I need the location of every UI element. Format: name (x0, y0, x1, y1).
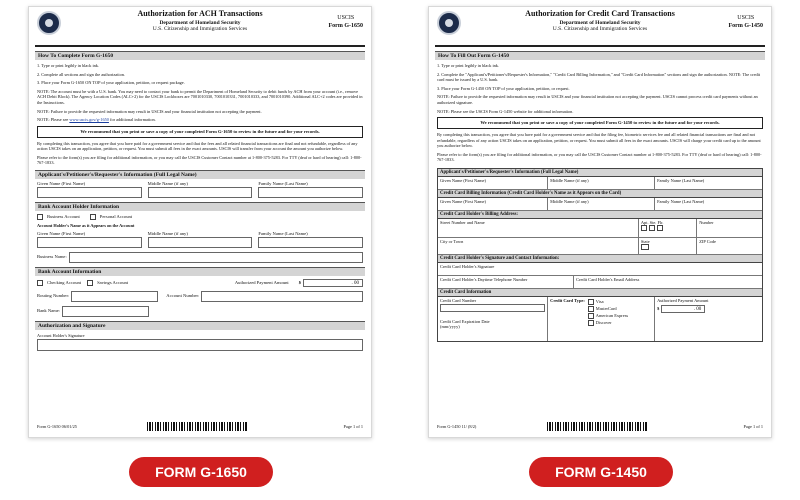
section-billing: Credit Card Billing Information (Credit Card Holder's Name as it Appears on the Card) (438, 190, 762, 198)
checking-label: Checking Account (47, 280, 82, 286)
payment-amount-label: Authorized Payment Amount (657, 297, 709, 303)
form-footer (437, 422, 763, 432)
agency-name: U.S. Citizenship and Immigration Services (552, 26, 648, 32)
business-account-label: Business Account (47, 214, 80, 220)
family-name-input[interactable] (258, 187, 363, 198)
form-agency: USCIS (337, 15, 355, 21)
given-name-input[interactable]: Given Name (First Name) (438, 177, 548, 189)
dollar-sign: $ (298, 280, 301, 286)
form-title: Authorization for Credit Card Transactions (525, 9, 675, 18)
card-number-label: Credit Card Number (440, 297, 477, 303)
bank-name-label: Bank Name: (37, 308, 61, 314)
city-input[interactable]: City or Town (438, 238, 639, 254)
form-number: Form G-1450 (728, 23, 763, 29)
account-number-input[interactable] (201, 291, 363, 302)
form-agency: USCIS (737, 15, 755, 21)
department-name: Department of Homeland Security (159, 20, 241, 26)
middle-name-input[interactable]: Middle Name (if any) (548, 177, 655, 189)
middle-name-label: Middle Name (if any) (147, 180, 188, 186)
holder-signature-label: Account Holder's Signature (37, 332, 85, 338)
apt-ste-flr-checkboxes[interactable]: Apt. Ste. Flr. (639, 219, 697, 237)
routing-label: Routing Number: (37, 293, 70, 299)
holder-family-label: Family Name (Last Name) (258, 230, 308, 236)
business-name-input[interactable] (69, 252, 363, 263)
state-select[interactable]: State (639, 238, 697, 254)
card-number-input[interactable] (440, 304, 545, 312)
holder-family-input[interactable]: Family Name (Last Name) (657, 198, 705, 204)
label-form-g1450: FORM G-1450 (529, 457, 673, 487)
step-2: 2. Complete the "Applicant's/Petitioner's/Requester's Information," "Credit Card Billing Information," and "Credit Card Information" sections and sign the authorization. NOTE: The credit card must be issued by a U.S. bank. (437, 71, 761, 83)
form-header (429, 7, 771, 45)
expiration-label: Credit Card Expiration Date (440, 318, 490, 324)
given-name-label: Given Name (First Name) (37, 180, 86, 186)
form-header (29, 7, 371, 45)
form-g1650-document (28, 6, 372, 438)
holder-middle-label: Middle Name (if any) (147, 230, 188, 236)
bank-name-input[interactable] (62, 306, 149, 317)
section-billing-address: Credit Card Holder's Billing Address: (438, 211, 762, 219)
recommend-box: We recommend that you print or save a copy of your completed Form G-1650 to review in the future and for your records. (37, 126, 363, 138)
card-number-area (438, 297, 548, 341)
family-name-label: Family Name (Last Name) (258, 180, 308, 186)
page-number: Page 1 of 1 (743, 424, 763, 429)
phone-input[interactable]: Credit Card Holder's Daytime Telephone Number (438, 276, 574, 288)
section-bank-holder: Bank Account Holder Information (35, 202, 365, 211)
holder-given-label: Given Name (First Name) (37, 230, 86, 236)
unit-number-input[interactable]: Number (699, 219, 714, 225)
holder-family-input[interactable] (258, 237, 363, 248)
card-type-area: Credit Card Type: Visa MasterCard American Express Discover (548, 297, 655, 341)
holder-signature-input[interactable] (37, 339, 363, 351)
section-how-to-complete: How To Complete Form G-1650 (35, 51, 365, 60)
expiration-format: (mm/yyyy) (440, 323, 460, 329)
note-website: NOTE: Please see the USCIS Form G-1450 website for additional information. (437, 108, 574, 114)
holder-name-heading: Account Holder's Name as it Appears on the Account (37, 222, 135, 228)
personal-account-label: Personal Account (99, 214, 133, 220)
section-how-to-fill: How To Fill Out Form G-1450 (435, 51, 765, 60)
uscis-link[interactable]: www.uscis.gov/g-1650 (69, 117, 109, 123)
form-number: Form G-1650 (328, 23, 363, 29)
step-3: 3. Place your Form G-1650 ON TOP of your application, petition, or request package. (37, 80, 185, 86)
street-input[interactable]: Street Number and Name (438, 219, 639, 237)
payment-amount-input[interactable]: . 00 (661, 305, 705, 313)
step-1: 1. Type or print legibly in black ink. (437, 63, 500, 68)
barcode (547, 422, 647, 431)
step-2: 2. Complete all sections and sign the authorization. (37, 71, 125, 77)
agency-name: U.S. Citizenship and Immigration Services (152, 26, 248, 32)
note-website: NOTE: Please see www.uscis.gov/g-1650 for additional information. (37, 117, 156, 123)
zip-input[interactable]: ZIP Code (699, 238, 716, 244)
routing-input[interactable] (71, 291, 158, 302)
section-applicant-name: Applicant's/Petitioner's/Requester's Information (Full Legal Name) (438, 169, 762, 177)
dollar-sign: $ (657, 306, 660, 312)
completing-paragraph: By completing this transaction, you agree that you have paid for a government service and that the filing fee, biometric services fee and all related financial transactions are final and not refundable, regardless of any action USCIS takes on an application, petition, or request. You must submit all fees in the exact amounts. USCIS will charge your credit card up to the amount you authorize below. (437, 131, 761, 149)
section-applicant-name: Applicant's/Petitioner's/Requester's Information (Full Legal Name) (35, 170, 365, 179)
holder-given-input[interactable]: Given Name (First Name) (438, 198, 548, 210)
note-bank: NOTE: The account must be with a U.S. bank. You may need to contact your bank to permit the Department of Homeland Security to debit funds by ACH from your account (i.e., remove ACH Debit Block). The Agency Location Codes (ALC+2) for the USCIS Lockboxes are 7001010330, 7001010331, 7001010333, and 7001010390. Additional ALC+2 codes are provided in the Instructions. (37, 88, 363, 105)
form-title: Authorization for ACH Transactions (137, 9, 263, 18)
section-signature: Credit Card Holder's Signature and Contact Information: (438, 255, 762, 263)
section-credit-card: Credit Card Information (438, 289, 762, 297)
holder-middle-input[interactable] (148, 237, 253, 248)
discover-checkbox[interactable] (588, 320, 594, 326)
step-3: 3. Place your Form G-1450 ON TOP of your application, petition, or request. (437, 85, 570, 91)
family-name-input[interactable]: Family Name (Last Name) (657, 177, 705, 183)
account-number-label: Account Number: (166, 293, 200, 299)
card-type-label: Credit Card Type: (550, 297, 585, 303)
note-failure: NOTE: Failure to provide the requested information may result in USCIS and your financial institution not accepting the payment. USCIS cannot process credit card payments without an authorized signature. (437, 94, 758, 105)
middle-name-input[interactable] (148, 187, 253, 198)
personal-account-checkbox[interactable] (90, 214, 96, 220)
label-form-g1650: FORM G-1650 (129, 457, 273, 487)
signature-input[interactable]: Credit Card Holder's Signature (440, 263, 495, 269)
form-edition: Form G-1450 11/ (8/2) (437, 424, 477, 429)
payment-amount-input[interactable]: . 00 (303, 279, 363, 287)
section-authorization: Authorization and Signature (35, 321, 365, 330)
refer-paragraph: Please refer to the form(s) you are filing for additional information, or you may call the USCIS Customer Contact number at 1-800-375-5283. For TTY (deaf or hard of hearing) call: 1-800-767-1833. (37, 154, 362, 166)
business-name-label: Business Name: (37, 254, 67, 260)
section-bank-account: Bank Account Information (35, 267, 365, 276)
payment-amount-label: Authorized Payment Amount (234, 280, 289, 286)
department-name: Department of Homeland Security (559, 20, 641, 26)
holder-given-input[interactable] (37, 237, 142, 248)
barcode (147, 422, 247, 431)
step-1: 1. Type or print legibly in black ink. (37, 63, 100, 68)
refer-paragraph: Please refer to the form(s) you are filing for additional information, or you may call the USCIS Customer Contact number at 1-800-375-5283. For TTY (deaf or hard of hearing) call: 1-800-767-1833. (437, 151, 762, 163)
savings-checkbox[interactable] (87, 280, 93, 286)
business-account-checkbox[interactable] (37, 214, 43, 220)
page-number: Page 1 of 1 (343, 424, 363, 429)
email-input[interactable]: Credit Card Holder's Email Address (576, 276, 640, 282)
completing-paragraph: By completing this transaction, you agree that you have paid for a government service and that the fees and all related financial transactions are final and not refundable, regardless of any action USCIS takes on an application, petition, or request. You must submit all fees in the exact amounts. USCIS will transfer from your account the amount you authorize below. (37, 140, 358, 152)
amount-area (655, 297, 762, 341)
holder-middle-input[interactable]: Middle Name (if any) (548, 198, 655, 210)
savings-label: Savings Account (97, 280, 129, 286)
form-edition: Form G-1650 06/01/25 (37, 424, 77, 429)
credit-card-form-table (437, 168, 763, 342)
recommend-box: We recommend that you print or save a copy of your completed Form G-1450 to review in the future and for your records. (437, 117, 763, 129)
given-name-input[interactable] (37, 187, 142, 198)
form-footer (37, 422, 363, 432)
form-g1450-document (428, 6, 772, 438)
note-failure: NOTE: Failure to provide the requested information may result in USCIS and your financial institution not accepting the payment. (37, 108, 262, 114)
checking-checkbox[interactable] (37, 280, 43, 286)
